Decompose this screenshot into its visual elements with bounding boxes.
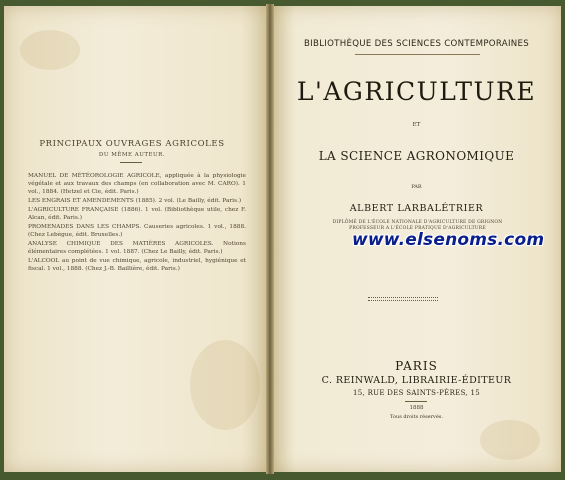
- works-list: [28, 172, 246, 274]
- conjunction: ET: [412, 122, 421, 128]
- paper-stain: [480, 420, 540, 460]
- by-label: PAR: [411, 184, 422, 190]
- divider: [120, 162, 142, 163]
- publisher-address: 15, RUE DES SAINTS-PÈRES, 15: [353, 389, 480, 397]
- watermark-link[interactable]: www.elsenoms.com: [352, 230, 545, 250]
- divider: [355, 54, 480, 55]
- book-title: L'AGRICULTURE: [296, 77, 537, 106]
- divider: [405, 401, 427, 402]
- rights-notice: Tous droits réservés.: [390, 414, 443, 420]
- paper-stain: [190, 340, 260, 430]
- list-item: MANUEL DE MÉTÉOROLOGIE AGRICOLE, appliquée à la physiologie végétale et aux travaux des champs (en collaboration avec M. CARO). 1 vol., 1884. (Hetzel et Cie, édit. Paris.): [28, 173, 246, 195]
- ornament-rule: [368, 297, 438, 298]
- list-item: L'ALCOOL au point de vue chimique, agricole, industriel, hygiénique et fiscal. 1 vol., 1888. (Chez J.-B. Baillière, édit. Paris.): [28, 258, 246, 272]
- author-credential: PROFESSEUR A L'ÉCOLE PRATIQUE D'AGRICULTURE: [349, 226, 486, 231]
- paper-stain: [20, 30, 80, 70]
- works-subheading: DU MÊME AUTEUR.: [98, 152, 166, 158]
- list-item: LES ENGRAIS ET AMENDEMENTS (1885). 2 vol. (Le Bailly, édit. Paris.): [28, 198, 242, 204]
- publication-year: 1888: [409, 405, 424, 411]
- book-subtitle: LA SCIENCE AGRONOMIQUE: [318, 149, 515, 163]
- publication-city: PARIS: [395, 359, 438, 373]
- series-title: BIBLIOTHÈQUE DES SCIENCES CONTEMPORAINES: [303, 39, 530, 49]
- author-credential: DIPLÔMÉ DE L'ÉCOLE NATIONALE D'AGRICULTURE DE GRIGNON: [332, 220, 503, 225]
- list-item: L'AGRICULTURE FRANÇAISE (1886). 1 vol. (Bibliothèque utile, chez F. Alcan, édit. Paris.): [28, 207, 246, 221]
- list-item: ANALYSE CHIMIQUE DES MATIÈRES AGRICOLES. Notions élémentaires complétées. 1 vol. 1887. (Chez Le Bailly, édit. Paris.): [28, 241, 246, 255]
- publisher-name: C. REINWALD, LIBRAIRIE-ÉDITEUR: [321, 375, 512, 386]
- works-heading: PRINCIPAUX OUVRAGES AGRICOLES: [39, 139, 225, 149]
- book-gutter: [266, 4, 274, 474]
- list-item: PROMENADES DANS LES CHAMPS. Causeries agricoles. 1 vol., 1888. (Chez Lebègue, édit. Bruxelles.): [28, 224, 246, 238]
- ornament-rule: [368, 300, 438, 301]
- author-name: ALBERT LARBALÉTRIER: [349, 203, 484, 214]
